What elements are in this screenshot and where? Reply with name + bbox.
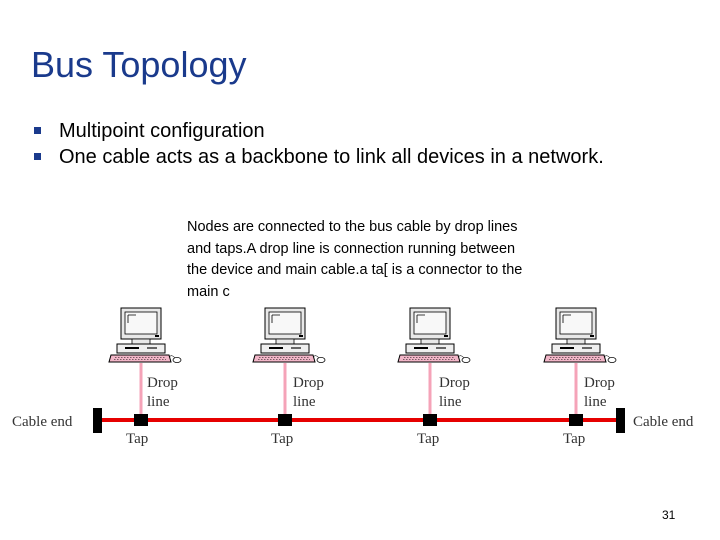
drop-line-label: line — [439, 394, 462, 410]
cable-end-cap-right — [616, 408, 625, 433]
drop-line-label: line — [293, 394, 316, 410]
bullet-text: One cable acts as a backbone to link all devices in a network. — [59, 146, 604, 168]
tap — [423, 414, 437, 426]
tap-label: Tap — [126, 431, 149, 447]
cable-end-label-right: Cable end — [633, 414, 694, 430]
drop-line-label: Drop — [439, 375, 470, 391]
drop-line-label: line — [584, 394, 607, 410]
drop-line-label: Drop — [293, 375, 324, 391]
page-number: 31 — [662, 508, 676, 522]
node-1 — [109, 308, 181, 426]
drop-line-label: line — [147, 394, 170, 410]
tap — [134, 414, 148, 426]
computer-icon — [109, 308, 181, 363]
note-text: Nodes are connected to the bus cable by drop lines and taps.A drop line is connection running between the device and main cable.a ta[ is a connector to the main c — [187, 219, 523, 300]
computer-icon — [398, 308, 470, 363]
drop-line-label: Drop — [147, 375, 178, 391]
drop-line-label: Drop — [584, 375, 615, 391]
tap-label: Tap — [271, 431, 294, 447]
slide-title: Bus Topology — [31, 44, 247, 85]
tap — [569, 414, 583, 426]
tap-label: Tap — [563, 431, 586, 447]
computer-icon — [544, 308, 616, 363]
tap — [278, 414, 292, 426]
tap-label: Tap — [417, 431, 440, 447]
cable-end-cap-left — [93, 408, 102, 433]
computer-icon — [253, 308, 325, 363]
bullet-text: Multipoint configuration — [59, 120, 265, 142]
cable-end-label-left: Cable end — [12, 414, 73, 430]
